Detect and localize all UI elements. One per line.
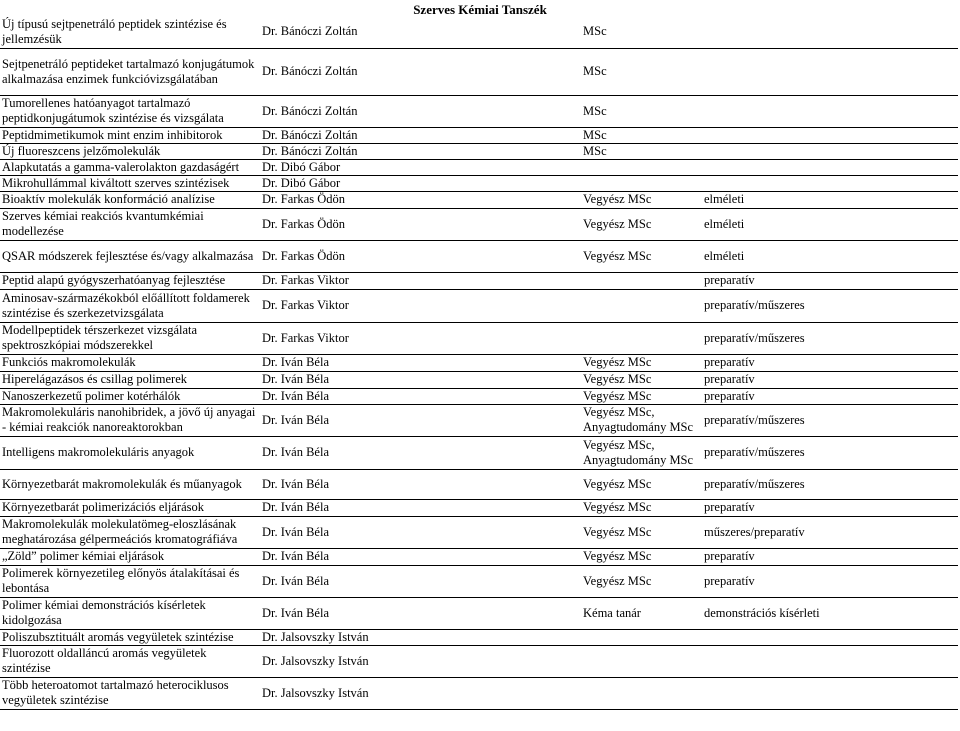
type-cell: preparatív <box>700 499 958 516</box>
topic-cell: Környezetbarát makromolekulák és műanyagok <box>0 469 259 499</box>
advisor-cell: Dr. Iván Béla <box>259 597 580 629</box>
level-cell <box>580 272 700 289</box>
level-cell <box>580 629 700 645</box>
table-row <box>0 240 958 272</box>
type-cell: preparatív <box>700 388 958 404</box>
advisor-cell: Dr. Iván Béla <box>259 499 580 516</box>
advisor-cell: Dr. Jalsovszky István <box>259 677 580 709</box>
advisor-cell: Dr. Iván Béla <box>259 371 580 388</box>
level-cell: MSc <box>580 16 700 48</box>
advisor-cell: Dr. Dibó Gábor <box>259 175 580 191</box>
type-cell: preparatív/műszeres <box>700 436 958 469</box>
advisor-cell: Dr. Bánóczi Zoltán <box>259 143 580 159</box>
table-row <box>0 677 958 709</box>
topics-table <box>0 16 958 710</box>
level-cell: Vegyész MSc <box>580 516 700 548</box>
table-row <box>0 16 958 48</box>
topic-cell: Intelligens makromolekuláris anyagok <box>0 436 259 469</box>
table-row <box>0 322 958 354</box>
advisor-cell: Dr. Iván Béla <box>259 548 580 565</box>
type-cell: preparatív/műszeres <box>700 469 958 499</box>
level-cell <box>580 175 700 191</box>
level-cell: Vegyész MSc <box>580 548 700 565</box>
table-row <box>0 565 958 597</box>
topic-cell: Polimer kémiai demonstrációs kísérletek kidolgozása <box>0 597 259 629</box>
level-cell: Vegyész MSc, Anyagtudomány MSc <box>580 404 700 436</box>
topic-cell: Sejtpenetráló peptideket tartalmazó konjugátumok alkalmazása enzimek funkcióvizsgálatában <box>0 48 259 95</box>
topic-cell: Környezetbarát polimerizációs eljárások <box>0 499 259 516</box>
table-row <box>0 95 958 127</box>
type-cell <box>700 48 958 95</box>
level-cell <box>580 677 700 709</box>
topic-cell: Új fluoreszcens jelzőmolekulák <box>0 143 259 159</box>
type-cell: preparatív/műszeres <box>700 322 958 354</box>
advisor-cell: Dr. Iván Béla <box>259 388 580 404</box>
table-row <box>0 143 958 159</box>
level-cell: Vegyész MSc <box>580 565 700 597</box>
type-cell <box>700 143 958 159</box>
topic-cell: QSAR módszerek fejlesztése és/vagy alkalmazása <box>0 240 259 272</box>
topic-cell: Szerves kémiai reakciós kvantumkémiai modellezése <box>0 208 259 240</box>
advisor-cell: Dr. Iván Béla <box>259 436 580 469</box>
advisor-cell: Dr. Bánóczi Zoltán <box>259 16 580 48</box>
type-cell <box>700 629 958 645</box>
type-cell: preparatív/műszeres <box>700 404 958 436</box>
advisor-cell: Dr. Farkas Viktor <box>259 289 580 322</box>
table-row <box>0 404 958 436</box>
topic-cell: Modellpeptidek térszerkezet vizsgálata spektroszkópiai módszerekkel <box>0 322 259 354</box>
advisor-cell: Dr. Jalsovszky István <box>259 645 580 677</box>
level-cell: Vegyész MSc <box>580 354 700 371</box>
level-cell: MSc <box>580 143 700 159</box>
table-row <box>0 159 958 175</box>
table-row <box>0 645 958 677</box>
table-row <box>0 371 958 388</box>
type-cell: elméleti <box>700 191 958 208</box>
table-row <box>0 629 958 645</box>
topic-cell: Polimerek környezetileg előnyös átalakításai és lebontása <box>0 565 259 597</box>
table-row <box>0 548 958 565</box>
table-row <box>0 436 958 469</box>
advisor-cell: Dr. Farkas Ödön <box>259 240 580 272</box>
advisor-cell: Dr. Bánóczi Zoltán <box>259 95 580 127</box>
level-cell <box>580 159 700 175</box>
type-cell: preparatív <box>700 272 958 289</box>
topic-cell: Peptidmimetikumok mint enzim inhibitorok <box>0 127 259 143</box>
advisor-cell: Dr. Dibó Gábor <box>259 159 580 175</box>
table-row <box>0 354 958 371</box>
topic-cell: Nanoszerkezetű polimer kotérhálók <box>0 388 259 404</box>
topic-cell: Tumorellenes hatóanyagot tartalmazó peptidkonjugátumok szintézise és vizsgálata <box>0 95 259 127</box>
level-cell: Vegyész MSc <box>580 208 700 240</box>
advisor-cell: Dr. Farkas Ödön <box>259 191 580 208</box>
advisor-cell: Dr. Iván Béla <box>259 516 580 548</box>
topic-cell: Fluorozott oldalláncú aromás vegyületek szintézise <box>0 645 259 677</box>
level-cell <box>580 289 700 322</box>
advisor-cell: Dr. Farkas Ödön <box>259 208 580 240</box>
level-cell: Vegyész MSc <box>580 191 700 208</box>
advisor-cell: Dr. Iván Béla <box>259 469 580 499</box>
table-row <box>0 191 958 208</box>
topic-cell: Makromolekulák molekulatömeg-eloszlásának meghatározása gélpermeációs kromatográfiáva <box>0 516 259 548</box>
level-cell: Kéma tanár <box>580 597 700 629</box>
advisor-cell: Dr. Iván Béla <box>259 565 580 597</box>
type-cell <box>700 16 958 48</box>
table-row <box>0 499 958 516</box>
table-row <box>0 127 958 143</box>
level-cell: Vegyész MSc <box>580 469 700 499</box>
level-cell <box>580 322 700 354</box>
level-cell <box>580 645 700 677</box>
topic-cell: Alapkutatás a gamma-valerolakton gazdaságért <box>0 159 259 175</box>
type-cell: elméleti <box>700 240 958 272</box>
level-cell: MSc <box>580 127 700 143</box>
advisor-cell: Dr. Farkas Viktor <box>259 322 580 354</box>
topic-cell: Aminosav-származékokból előállított foldamerek szintézise és szerkezetvizsgálata <box>0 289 259 322</box>
topic-cell: Poliszubsztituált aromás vegyületek szintézise <box>0 629 259 645</box>
type-cell: preparatív <box>700 565 958 597</box>
type-cell: preparatív <box>700 371 958 388</box>
type-cell: preparatív <box>700 354 958 371</box>
level-cell: Vegyész MSc <box>580 499 700 516</box>
type-cell <box>700 95 958 127</box>
level-cell: MSc <box>580 95 700 127</box>
table-row <box>0 289 958 322</box>
table-row <box>0 516 958 548</box>
table-row <box>0 48 958 95</box>
table-row <box>0 208 958 240</box>
level-cell: Vegyész MSc, Anyagtudomány MSc <box>580 436 700 469</box>
topic-cell: „Zöld” polimer kémiai eljárások <box>0 548 259 565</box>
type-cell: preparatív/műszeres <box>700 289 958 322</box>
table-row <box>0 469 958 499</box>
topic-cell: Hiperelágazásos és csillag polimerek <box>0 371 259 388</box>
type-cell <box>700 127 958 143</box>
advisor-cell: Dr. Bánóczi Zoltán <box>259 127 580 143</box>
topic-cell: Mikrohullámmal kiváltott szerves szintézisek <box>0 175 259 191</box>
advisor-cell: Dr. Farkas Viktor <box>259 272 580 289</box>
topic-cell: Bioaktív molekulák konformáció analízise <box>0 191 259 208</box>
level-cell: Vegyész MSc <box>580 388 700 404</box>
level-cell: Vegyész MSc <box>580 240 700 272</box>
level-cell: MSc <box>580 48 700 95</box>
table-row <box>0 272 958 289</box>
advisor-cell: Dr. Iván Béla <box>259 354 580 371</box>
topic-cell: Új típusú sejtpenetráló peptidek szintézise és jellemzésük <box>0 16 259 48</box>
advisor-cell: Dr. Bánóczi Zoltán <box>259 48 580 95</box>
table-row <box>0 597 958 629</box>
type-cell <box>700 645 958 677</box>
topic-cell: Funkciós makromolekulák <box>0 354 259 371</box>
type-cell <box>700 159 958 175</box>
department-title: Szerves Kémiai Tanszék <box>413 2 547 17</box>
topic-cell: Peptid alapú gyógyszerhatóanyag fejlesztése <box>0 272 259 289</box>
type-cell <box>700 677 958 709</box>
type-cell: elméleti <box>700 208 958 240</box>
type-cell: demonstrációs kísérleti <box>700 597 958 629</box>
level-cell: Vegyész MSc <box>580 371 700 388</box>
table-row <box>0 175 958 191</box>
advisor-cell: Dr. Jalsovszky István <box>259 629 580 645</box>
topic-cell: Több heteroatomot tartalmazó heterociklusos vegyületek szintézise <box>0 677 259 709</box>
table-row <box>0 388 958 404</box>
type-cell <box>700 175 958 191</box>
type-cell: preparatív <box>700 548 958 565</box>
advisor-cell: Dr. Iván Béla <box>259 404 580 436</box>
type-cell: műszeres/preparatív <box>700 516 958 548</box>
topic-cell: Makromolekuláris nanohibridek, a jövő új anyagai - kémiai reakciók nanoreaktorokban <box>0 404 259 436</box>
